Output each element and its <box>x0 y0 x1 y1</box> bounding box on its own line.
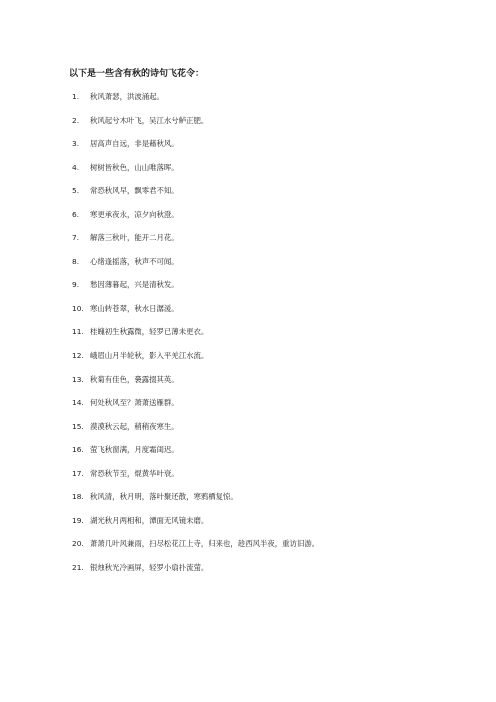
list-item-number: 8. <box>72 256 80 266</box>
list-item-text: 银烛秋光冷画屏，轻罗小扇扑流萤。 <box>90 562 209 572</box>
list-item <box>72 210 319 234</box>
list-item-text: 愁因薄暮起，兴是清秋发。 <box>90 280 179 290</box>
list-item-number: 18. <box>72 492 84 502</box>
list-item <box>72 539 319 563</box>
list-item-number: 14. <box>72 398 84 408</box>
list-item <box>72 280 319 304</box>
list-item <box>72 563 319 587</box>
list-item-text: 秋风起兮木叶飞，吴江水兮鲈正肥。 <box>90 115 209 125</box>
list-item-text: 居高声自远，非是藉秋风。 <box>90 139 179 149</box>
list-item <box>72 327 319 351</box>
list-item-number: 17. <box>72 468 84 478</box>
list-item-text: 湖光秋月两相和，潭面无风镜未磨。 <box>90 515 209 525</box>
list-item <box>72 257 319 281</box>
list-item-number: 21. <box>72 562 84 572</box>
list-item-number: 3. <box>72 139 80 149</box>
list-item-number: 2. <box>72 115 80 125</box>
list-item-number: 19. <box>72 515 84 525</box>
list-item-number: 5. <box>72 186 80 196</box>
list-item-text: 桂魄初生秋露微，轻罗已薄未更衣。 <box>90 327 209 337</box>
list-item <box>72 469 319 493</box>
list-item-number: 13. <box>72 374 84 384</box>
list-item <box>72 304 319 328</box>
list-item-text: 秋风清，秋月明，落叶聚还散，寒鸦栖复惊。 <box>90 492 238 502</box>
list-item-text: 寒山转苍翠，秋水日潺湲。 <box>90 303 179 313</box>
list-item-number: 6. <box>72 209 80 219</box>
list-item-text: 萧萧几叶风兼雨，扫尽松花江上寺，归来也，趁西风半夜，重访旧游。 <box>90 539 320 549</box>
list-item-number: 15. <box>72 421 84 431</box>
list-item-number: 20. <box>72 539 84 549</box>
list-item-number: 12. <box>72 351 84 361</box>
list-item <box>72 233 319 257</box>
list-item <box>72 422 319 446</box>
list-item-number: 1. <box>72 92 80 101</box>
list-item-text: 解落三秋叶，能开二月花。 <box>90 233 179 243</box>
list-item <box>72 516 319 540</box>
list-item-text: 常恐秋节至，焜黄华叶衰。 <box>90 468 179 478</box>
list-item <box>72 375 319 399</box>
list-item <box>72 116 319 140</box>
document-heading: 以下是一些含有秋的诗句飞花令： <box>69 69 205 79</box>
list-item <box>72 92 319 116</box>
list-item-number: 4. <box>72 162 80 172</box>
list-item <box>72 445 319 469</box>
list-item-number: 16. <box>72 445 84 455</box>
list-item-text: 秋菊有佳色，裛露掇其英。 <box>90 374 179 384</box>
list-item-text: 树树皆秋色，山山唯落晖。 <box>90 162 179 172</box>
list-item-text: 何处秋风至？萧萧送雁群。 <box>90 398 179 408</box>
list-item-number: 9. <box>72 280 80 290</box>
list-item-text: 漠漠秋云起，稍稍夜寒生。 <box>90 421 179 431</box>
list-item-text: 峨眉山月半轮秋，影入平羌江水流。 <box>90 351 209 361</box>
list-item-number: 10. <box>72 303 84 313</box>
list-item <box>72 351 319 375</box>
list-item <box>72 398 319 422</box>
list-item <box>72 139 319 163</box>
list-item-number: 7. <box>72 233 80 243</box>
list-item-text: 萤飞秋窗满，月度霜闺迟。 <box>90 445 179 455</box>
list-item-text: 秋风萧瑟，洪波涌起。 <box>90 92 164 101</box>
list-item-text: 寒更承夜永，凉夕向秋澄。 <box>90 209 179 219</box>
list-item-number: 11. <box>72 327 84 337</box>
list-item-text: 心绪逢摇落，秋声不可闻。 <box>90 256 179 266</box>
list-item <box>72 163 319 187</box>
list-item <box>72 492 319 516</box>
poem-list <box>72 92 319 586</box>
list-item-text: 常恐秋风早，飘零君不知。 <box>90 186 179 196</box>
list-item <box>72 186 319 210</box>
